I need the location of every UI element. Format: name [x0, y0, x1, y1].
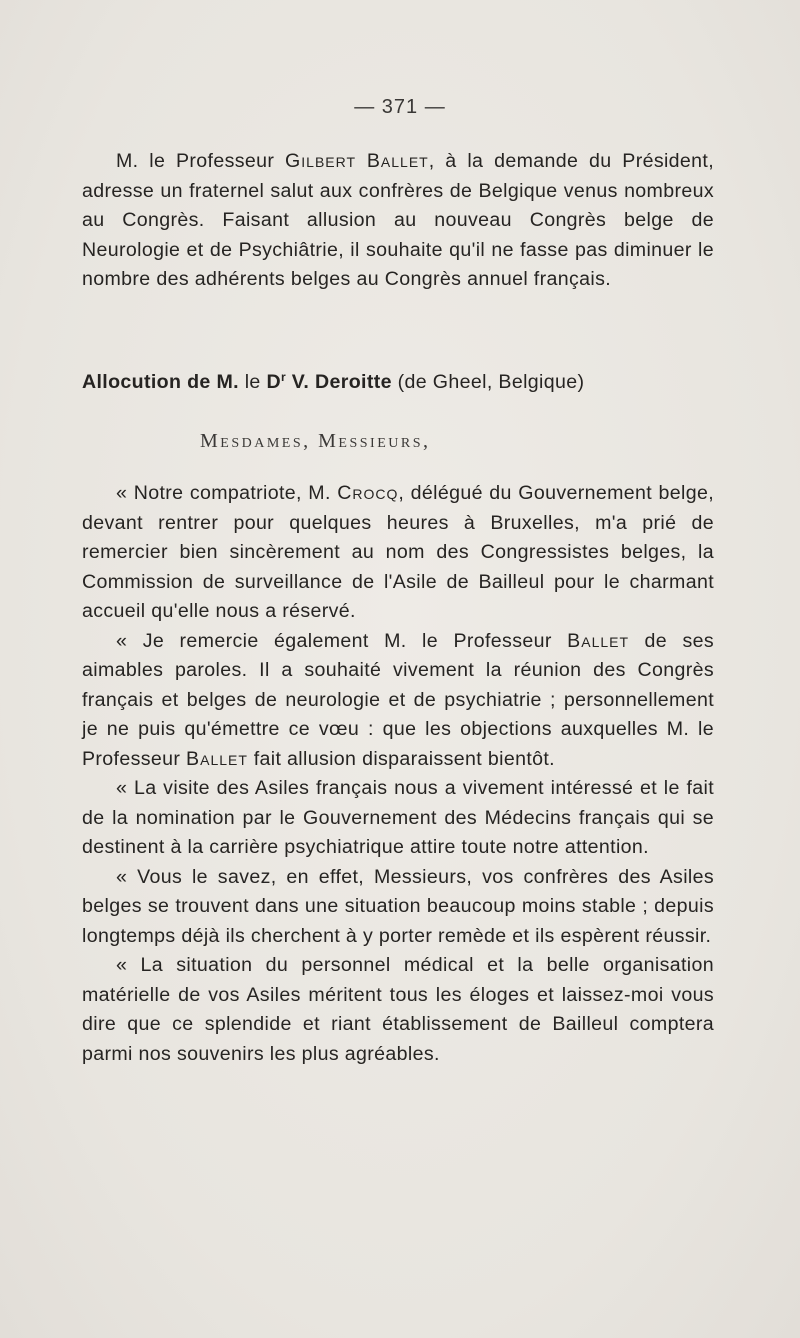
intro-paragraph-block	[82, 147, 714, 295]
heading-speaker: V. Deroitte	[291, 371, 392, 393]
speech-paragraph-4: « Vous le savez, en effet, Messieurs, vos confrères des Asiles belges se trouvent dans une situation beaucoup moins stable ; depuis longtemps déjà ils cherchent à y porter remède et ils espèrent réussir.	[82, 865, 714, 947]
heading-le: le	[244, 371, 261, 393]
heading-m: M.	[216, 371, 239, 393]
section-heading	[82, 368, 714, 398]
speech-paragraph-5: « La situation du personnel médical et la belle organisation matérielle de vos Asiles méritent tous les éloges et laissez-moi vous dire que ce splendide et riant établissement de Bailleul comptera parmi nos souvenirs les plus agréables.	[82, 954, 714, 1065]
salutation: Mesdames, Messieurs,	[200, 430, 431, 452]
heading-dr-text: D	[266, 371, 281, 393]
intro-name-last: Ballet	[366, 150, 429, 172]
p1-after: , délégué du Gouvernement belge, devant rentrer pour quelques heures à Bruxelles, m'a prié de remercier bien sincèrement au nom des Congressistes belges, la Commission de surveillance de l'Asile de Bailleul pour le charmant accueil qu'elle nous a réservé.	[82, 482, 714, 622]
p2-name: Ballet	[567, 629, 630, 652]
speech-block	[82, 479, 714, 1069]
intro-text: , à la demande du Président, adresse un fraternel salut aux confrères de Belgique venus nombreux au Congrès. Faisant allusion au nouveau Congrès belge de Neurologie et de Psychiâtrie, il souhaite qu'il ne fasse pas diminuer le nombre des adhérents belges au Congrès annuel français.	[82, 150, 715, 290]
p2-before: « Je remercie également M. le Professeur	[116, 629, 568, 652]
speech-paragraph-3: « La visite des Asiles français nous a vivement intéressé et le fait de la nomination par le Gouvernement des Médecins français qui se destinent à la carrière psychiatrique attire toute notre attention.	[82, 777, 714, 858]
intro-name-first: Gilbert	[285, 150, 357, 172]
heading-dr	[266, 371, 286, 393]
p1-name: Crocq	[337, 482, 399, 504]
p2-name2: Ballet	[186, 747, 248, 770]
heading-label: Allocution de	[82, 371, 211, 393]
p2-middle: de ses aimables paroles. Il a souhaité vivement la réunion des Congrès français et belges de neurologie et de psychiatrie ; personnellement je ne puis qu'émettre ce vœu : que les objections auxquelles M. le Professeur	[82, 629, 714, 770]
page-number: — 371 —	[354, 96, 446, 118]
heading-dr-sup: r	[280, 370, 286, 384]
speech-paragraph-2	[82, 627, 714, 775]
p2-after: fait allusion disparaissent bientôt.	[247, 747, 555, 770]
p1-before: « Notre compatriote, M.	[116, 482, 338, 504]
intro-paragraph	[82, 147, 714, 295]
heading-location: (de Gheel, Belgique)	[397, 371, 585, 393]
intro-prefix: M. le Professeur	[116, 150, 286, 172]
speech-paragraph-1	[82, 479, 714, 627]
